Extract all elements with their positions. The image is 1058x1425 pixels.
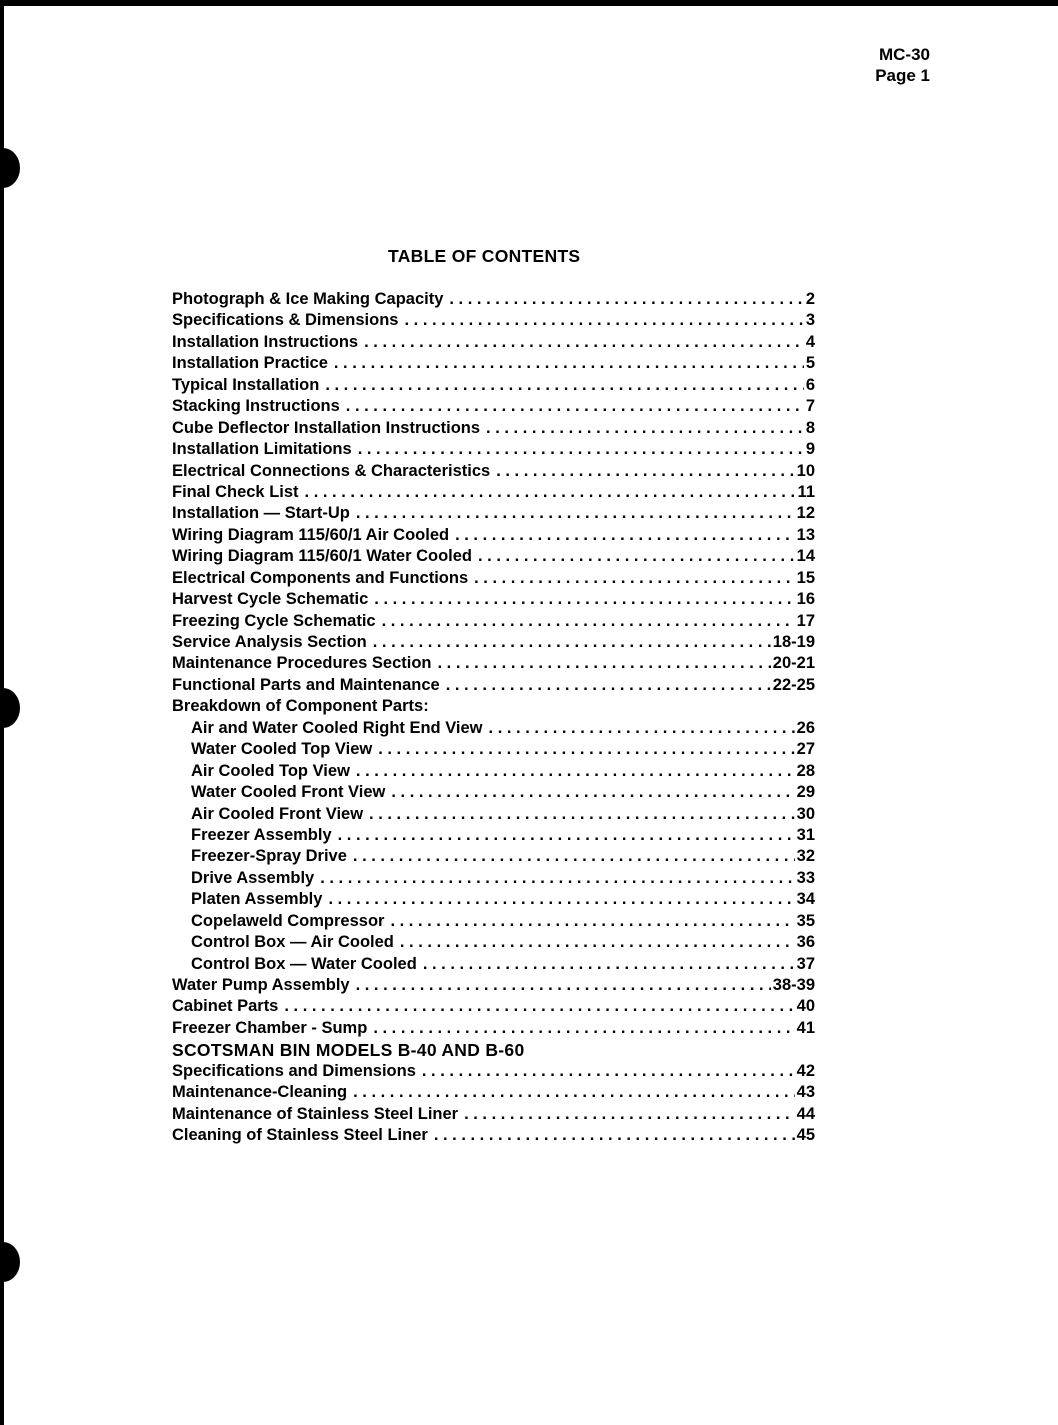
toc-entry-page: 5 [805,354,815,373]
toc-entry-page: 3 [805,311,815,330]
toc-entry-label: Control Box — Air Cooled [191,933,394,952]
binder-hole [0,1242,20,1282]
toc-entry [172,590,815,611]
table-of-contents [172,290,815,1148]
toc-section-heading [172,1040,815,1061]
toc-entry-page: 8 [805,418,815,437]
toc-entry [172,526,815,547]
toc-dot-leader [423,955,795,974]
toc-dot-leader [434,1126,795,1145]
toc-entry [172,1019,815,1040]
toc-entry [172,762,815,783]
toc-dot-leader [305,483,796,502]
toc-dot-leader [328,890,794,909]
toc-dot-leader [374,590,794,609]
toc-entry-page: 2 [805,290,815,308]
toc-entry-page: 10 [796,461,815,480]
toc-entry-label: Maintenance of Stainless Steel Liner [172,1104,459,1123]
toc-entry [172,955,815,976]
toc-entry-label: Installation Practice [172,354,328,373]
toc-entry-page: 29 [796,783,815,802]
toc-entry-page: 13 [796,525,815,544]
toc-dot-leader [422,1062,795,1081]
toc-entry-page: 27 [796,740,815,759]
toc-entry-label: Electrical Connections & Characteristics [172,461,491,480]
toc-entry-label: Specifications & Dimensions [172,311,399,330]
toc-dot-leader [474,569,795,588]
toc-entry-page: 28 [796,761,815,780]
toc-entry-label: Freezer Assembly [191,825,332,844]
toc-entry [172,569,815,590]
toc-entry-label: Stacking Instructions [172,397,340,416]
toc-entry-label: Cabinet Parts [172,997,279,1016]
toc-entry-label: Platen Assembly [191,890,323,909]
toc-entry-label: Cube Deflector Installation Instructions [172,418,481,437]
toc-entry-label: Typical Installation [172,375,320,394]
toc-entry-label: Breakdown of Component Parts: [172,697,429,716]
toc-dot-leader [353,847,795,866]
binder-hole [0,688,20,728]
toc-entry-label: Wiring Diagram 115/60/1 Water Cooled [172,547,472,566]
toc-entry [172,440,815,461]
toc-dot-leader [346,397,804,416]
toc-entry [172,847,815,868]
toc-entry-page: 14 [796,547,815,566]
toc-entry [172,612,815,633]
toc-entry-page: 22-25 [772,675,815,694]
toc-entry-page: 41 [796,1018,815,1037]
toc-dot-leader [489,719,795,738]
toc-entry-label: Installation Instructions [172,332,359,351]
toc-dot-leader [455,526,795,545]
toc-entry [172,676,815,697]
toc-entry-label: Maintenance-Cleaning [172,1083,348,1102]
toc-entry-page: 44 [796,1104,815,1123]
toc-entry-page: 6 [805,375,815,394]
scan-border-top [0,0,1058,6]
toc-entry [172,504,815,525]
toc-entry [172,1062,815,1083]
toc-dot-leader [320,869,794,888]
page-number: Page 1 [875,66,930,85]
toc-entry-label: Air Cooled Top View [191,761,350,780]
toc-entry-label: Functional Parts and Maintenance [172,675,440,694]
toc-dot-leader [338,826,795,845]
toc-entry-label: Cleaning of Stainless Steel Liner [172,1126,428,1145]
toc-entry-label: Copelaweld Compressor [191,911,385,930]
toc-entry-page: 37 [796,954,815,973]
toc-entry [172,483,815,504]
toc-entry-label: Maintenance Procedures Section [172,654,432,673]
toc-entry-page: 7 [805,397,815,416]
toc-entry [172,290,815,311]
toc-entry [172,633,815,654]
toc-dot-leader [404,311,803,330]
toc-entry-page: 31 [796,825,815,844]
toc-dot-leader [449,290,803,309]
toc-entry-label: Freezer-Spray Drive [191,847,347,866]
toc-entry-page: 42 [796,1061,815,1080]
toc-entry [172,354,815,375]
toc-dot-leader [373,1019,794,1038]
toc-entry [172,805,815,826]
page-title: TABLE OF CONTENTS [388,246,581,266]
toc-dot-leader [356,762,795,781]
toc-entry-page: 40 [796,997,815,1016]
toc-entry [172,376,815,397]
page-header [875,44,930,86]
toc-dot-leader [496,462,794,481]
toc-entry [172,976,815,997]
toc-dot-leader [364,333,804,352]
toc-entry [172,912,815,933]
toc-entry-page: 43 [796,1083,815,1102]
toc-dot-leader [378,740,794,759]
toc-dot-leader [334,354,804,373]
toc-dot-leader [478,547,795,566]
toc-entry-label: Freezer Chamber - Sump [172,1018,368,1037]
toc-entry-label: Water Cooled Top View [191,740,373,759]
toc-dot-leader [391,783,794,802]
toc-dot-leader [382,612,795,631]
toc-dot-leader [358,440,804,459]
toc-entry [172,397,815,418]
toc-entry-page: 18-19 [772,633,815,651]
toc-entry-page: 34 [796,890,815,909]
toc-dot-leader [390,912,794,931]
toc-entry [172,1083,815,1104]
toc-entry-page: 17 [796,611,815,630]
toc-dot-leader [464,1105,795,1124]
toc-dot-leader [369,805,795,824]
toc-entry-page: 4 [805,332,815,351]
toc-entry [172,547,815,568]
toc-entry-page: 33 [796,868,815,887]
toc-entry-label: Water Pump Assembly [172,976,350,994]
toc-entry [172,462,815,483]
toc-dot-leader [356,976,771,995]
toc-entry-page: 15 [796,568,815,587]
toc-entry-page: 16 [796,590,815,609]
toc-entry [172,333,815,354]
toc-entry-label: Harvest Cycle Schematic [172,590,369,609]
toc-dot-leader [356,504,795,523]
toc-entry-label: Control Box — Water Cooled [191,954,417,973]
toc-dot-leader [486,419,804,438]
toc-dot-leader [400,933,795,952]
toc-entry-label: Air Cooled Front View [191,804,364,823]
toc-entry-label: Water Cooled Front View [191,783,386,802]
toc-dot-leader [325,376,804,395]
toc-entry [172,869,815,890]
toc-entry-label: SCOTSMAN BIN MODELS B-40 AND B-60 [172,1040,525,1061]
toc-entry [172,890,815,911]
toc-entry-page: 20-21 [772,654,815,673]
toc-entry-page: 38-39 [772,976,815,994]
toc-entry [172,1105,815,1126]
toc-dot-leader [446,676,771,695]
toc-entry-label: Freezing Cycle Schematic [172,611,376,630]
toc-entry [172,311,815,332]
toc-entry-label: Electrical Components and Functions [172,568,469,587]
toc-entry [172,933,815,954]
binder-hole [0,148,20,188]
toc-entry [172,997,815,1018]
toc-dot-leader [353,1083,795,1102]
toc-entry [172,719,815,740]
document-id: MC-30 [878,45,930,64]
toc-entry-label: Service Analysis Section [172,633,367,651]
toc-entry-label: Specifications and Dimensions [172,1061,416,1080]
toc-entry [172,697,815,718]
toc-entry-label: Drive Assembly [191,868,315,887]
toc-dot-leader [284,997,794,1016]
toc-entry-page: 12 [796,504,815,523]
toc-entry [172,654,815,675]
toc-entry [172,826,815,847]
toc-entry-label: Installation Limitations [172,440,352,459]
toc-entry-page: 26 [796,718,815,737]
toc-entry-page: 9 [805,440,815,459]
toc-dot-leader [373,633,771,652]
toc-entry [172,1126,815,1147]
toc-entry [172,740,815,761]
toc-entry-page: 35 [796,911,815,930]
toc-dot-leader [438,654,771,673]
toc-entry-page: 45 [796,1126,815,1145]
toc-entry-label: Photograph & Ice Making Capacity [172,290,444,308]
toc-entry-page: 11 [797,482,815,501]
toc-entry-label: Installation — Start-Up [172,504,350,523]
toc-entry-label: Wiring Diagram 115/60/1 Air Cooled [172,525,450,544]
toc-entry [172,419,815,440]
toc-entry-label: Air and Water Cooled Right End View [191,718,483,737]
toc-entry [172,783,815,804]
toc-entry-page: 36 [796,933,815,952]
toc-entry-page: 30 [796,804,815,823]
toc-entry-page: 32 [796,847,815,866]
toc-entry-label: Final Check List [172,482,299,501]
